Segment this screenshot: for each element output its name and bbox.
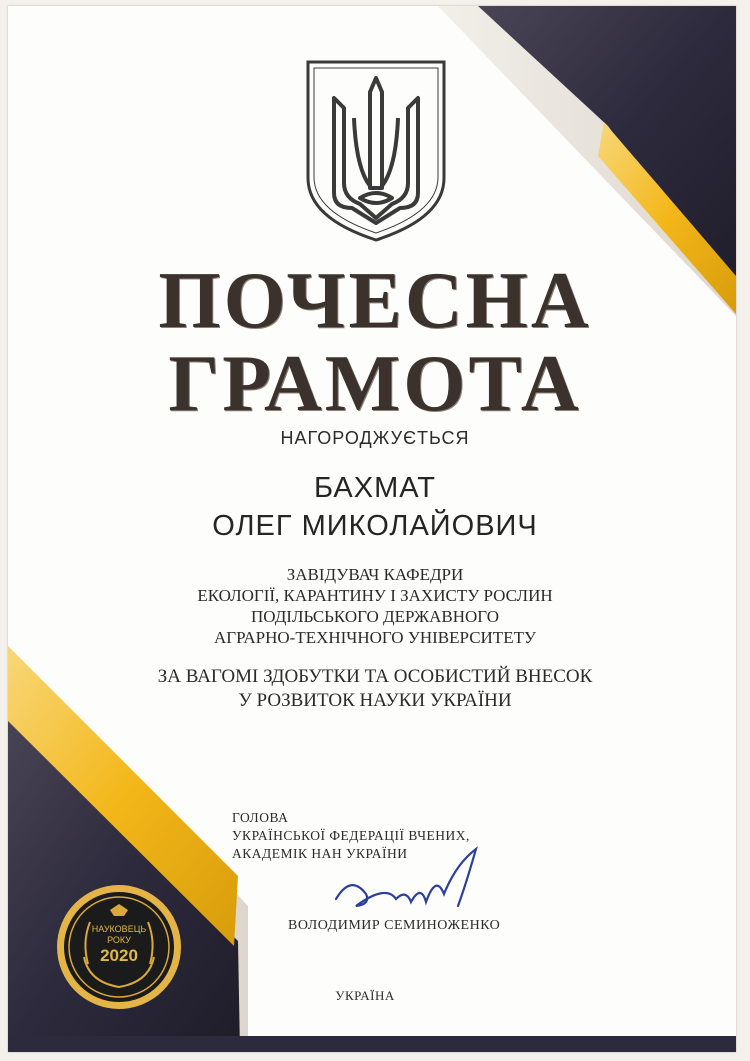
country-label: УКРАЇНА xyxy=(335,988,395,1003)
coat-of-arms-trident-icon xyxy=(304,58,448,244)
position-line: ПОДІЛЬСЬКОГО ДЕРЖАВНОГО xyxy=(251,607,499,626)
position-line: ЗАВІДУВАЧ КАФЕДРИ xyxy=(286,565,464,584)
certificate-title-line-2: ГРАМОТА xyxy=(168,340,582,428)
signatory-title-line: АКАДЕМІК НАН УКРАЇНИ xyxy=(232,846,408,861)
bottom-stripe xyxy=(8,1036,736,1052)
awarded-label: НАГОРОДЖУЄТЬСЯ xyxy=(280,428,470,448)
merit-line: ЗА ВАГОМІ ЗДОБУТКИ ТА ОСОБИСТИЙ ВНЕСОК xyxy=(157,666,593,687)
signatory-name: ВОЛОДИМИР СЕМИНОЖЕНКО xyxy=(288,918,501,933)
recipient-surname: БАХМАТ xyxy=(313,472,437,504)
position-line: АГРАРНО-ТЕХНІЧНОГО УНІВЕРСИТЕТУ xyxy=(213,628,536,647)
badge-year: 2020 xyxy=(100,946,138,965)
badge-line-2: РОКУ xyxy=(107,935,131,945)
signatory-title-line: ГОЛОВА xyxy=(232,810,289,825)
certificate-title-line-1: ПОЧЕСНА xyxy=(158,257,592,345)
badge-line-1: НАУКОВЕЦЬ xyxy=(91,924,147,934)
recipient-given-names: ОЛЕГ МИКОЛАЙОВИЧ xyxy=(212,510,538,542)
position-line: ЕКОЛОГІЇ, КАРАНТИНУ І ЗАХИСТУ РОСЛИН xyxy=(197,586,553,605)
signatory-title-line: УКРАЇНСЬКОЇ ФЕДЕРАЦІЇ ВЧЕНИХ, xyxy=(232,828,470,843)
merit-line: У РОЗВИТОК НАУКИ УКРАЇНИ xyxy=(238,690,512,711)
